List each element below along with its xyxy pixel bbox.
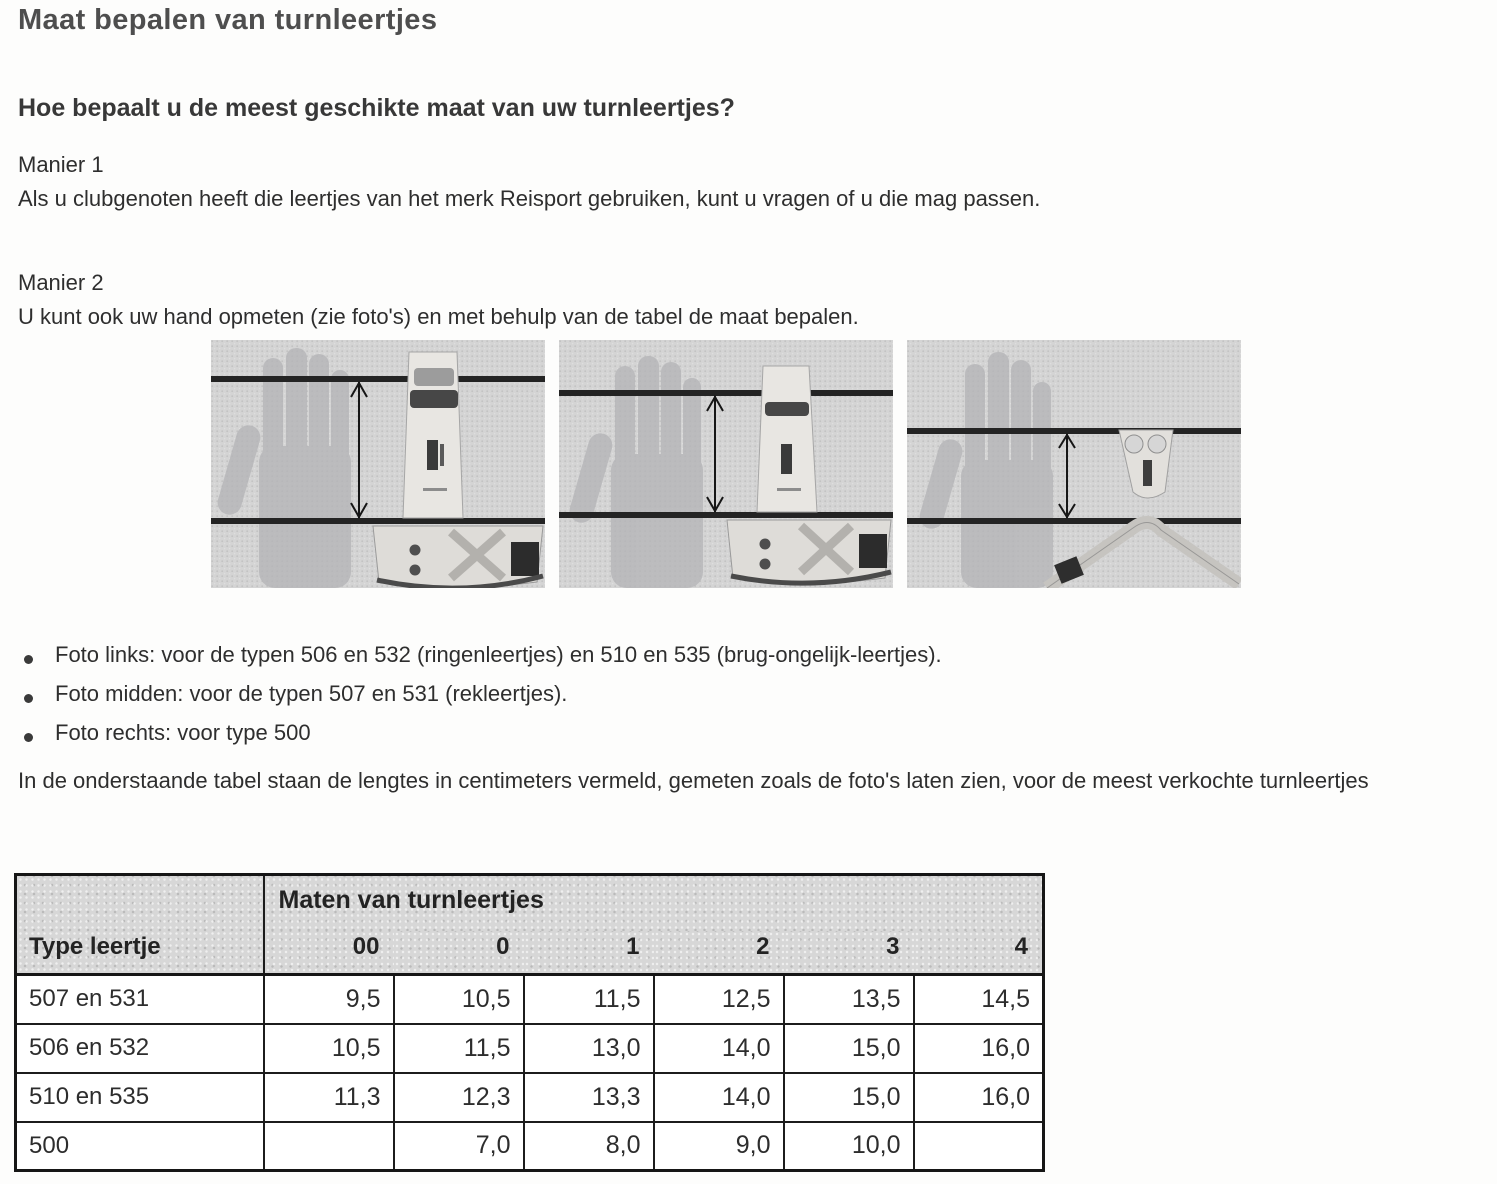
table-cell: 9,5 [264, 975, 394, 1024]
size-column-header: 00 [264, 931, 394, 975]
size-table-container [14, 873, 1045, 1172]
list-item [24, 720, 942, 759]
row-type-label: 510 en 535 [16, 1073, 264, 1122]
size-column-header: 0 [394, 931, 524, 975]
list-item [24, 642, 942, 681]
table-row [16, 1122, 1044, 1171]
table-intro-paragraph: In de onderstaande tabel staan de lengtes in centimeters vermeld, gemeten zoals de foto's laten zien, voor de meest verkochte turnleertjes [18, 768, 1369, 793]
bar-grip [757, 366, 817, 512]
bullet-icon [24, 733, 33, 742]
table-cell: 14,5 [914, 975, 1044, 1024]
measure-bar-bottom [211, 518, 545, 524]
list-item-text: Foto midden: voor de typen 507 en 531 (rekleertjes). [55, 681, 568, 706]
size-column-header: 3 [784, 931, 914, 975]
list-item [24, 681, 942, 720]
measure-bar-top [559, 390, 893, 396]
table-group-header: Maten van turnleertjes [264, 875, 1044, 931]
measure-bar-top [211, 376, 545, 382]
table-cell: 10,5 [264, 1024, 394, 1073]
table-cell [264, 1122, 394, 1171]
table-corner-header: Type leertje [16, 875, 264, 975]
method-1-text: Als u clubgenoten heeft die leertjes van het merk Reisport gebruiken, kunt u vragen of u die mag passen. [18, 186, 1041, 211]
table-cell: 13,5 [784, 975, 914, 1024]
table-cell: 10,5 [394, 975, 524, 1024]
method-2-heading: Manier 2 [18, 270, 104, 295]
measure-bar-bottom [907, 518, 1241, 524]
ring-grip [403, 352, 463, 518]
hand-measurement-photo-left [211, 340, 545, 588]
size-column-header: 2 [654, 931, 784, 975]
row-type-label: 506 en 532 [16, 1024, 264, 1073]
row-type-label: 500 [16, 1122, 264, 1171]
table-row [16, 975, 1044, 1024]
table-row [16, 1073, 1044, 1122]
table-cell: 10,0 [784, 1122, 914, 1171]
grip-base [727, 520, 891, 583]
size-table [14, 873, 1045, 1172]
hand-measurement-photo-middle [559, 340, 893, 588]
row-type-label: 507 en 531 [16, 975, 264, 1024]
table-cell: 11,3 [264, 1073, 394, 1122]
table-cell: 12,3 [394, 1073, 524, 1122]
method-1-paragraph [18, 148, 1040, 216]
table-cell: 15,0 [784, 1024, 914, 1073]
table-cell: 13,3 [524, 1073, 654, 1122]
bullet-icon [24, 655, 33, 664]
page-subtitle: Hoe bepaalt u de meest geschikte maat van uw turnleertjes? [18, 94, 735, 122]
table-cell [914, 1122, 1044, 1171]
table-cell: 16,0 [914, 1073, 1044, 1122]
method-1-heading: Manier 1 [18, 152, 104, 177]
size-column-header: 1 [524, 931, 654, 975]
table-cell: 14,0 [654, 1073, 784, 1122]
table-cell: 13,0 [524, 1024, 654, 1073]
table-cell: 9,0 [654, 1122, 784, 1171]
hand-measurement-photo-right [907, 340, 1241, 588]
table-cell: 11,5 [394, 1024, 524, 1073]
list-item-text: Foto rechts: voor type 500 [55, 720, 311, 745]
grip-base [373, 526, 543, 588]
size-column-header: 4 [914, 931, 1044, 975]
table-cell: 15,0 [784, 1073, 914, 1122]
table-cell: 8,0 [524, 1122, 654, 1171]
table-cell: 12,5 [654, 975, 784, 1024]
page-title: Maat bepalen van turnleertjes [18, 4, 438, 36]
measurement-photos-row [211, 340, 1241, 588]
table-cell: 16,0 [914, 1024, 1044, 1073]
method-2-text: U kunt ook uw hand opmeten (zie foto's) en met behulp van de tabel de maat bepalen. [18, 304, 859, 329]
table-cell: 7,0 [394, 1122, 524, 1171]
table-cell: 14,0 [654, 1024, 784, 1073]
list-item-text: Foto links: voor de typen 506 en 532 (ringenleertjes) en 510 en 535 (brug-ongelijk-leertjes). [55, 642, 942, 667]
measure-bar-top [907, 428, 1241, 434]
table-cell: 11,5 [524, 975, 654, 1024]
measure-bar-bottom [559, 512, 893, 518]
table-row [16, 1024, 1044, 1073]
photo-legend-list [24, 642, 942, 759]
method-2-paragraph [18, 266, 859, 334]
bullet-icon [24, 694, 33, 703]
